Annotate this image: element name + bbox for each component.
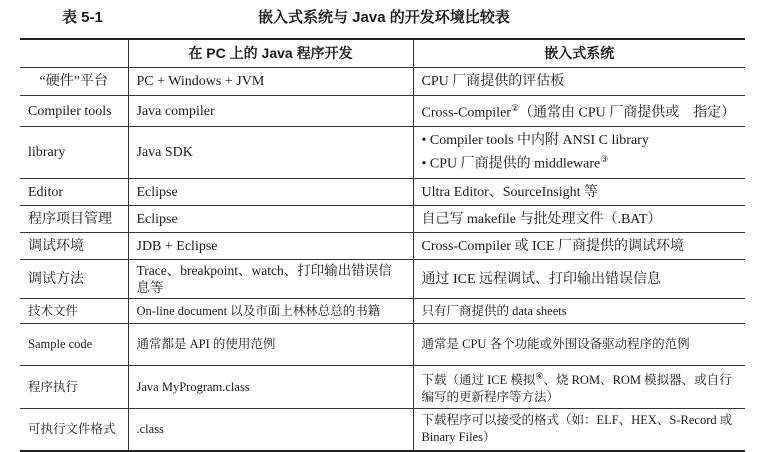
table-title: 嵌入式系统与 Java 的开发环境比较表 [258, 9, 510, 26]
table-number: 表 5-1 [62, 9, 103, 26]
cell-text-tail: 、烧 ROM、ROM 模拟器、或自行编写的更新程序等方法） [421, 373, 732, 405]
header-java: 在 PC 上的 Java 程序开发 [128, 39, 413, 68]
table-caption [0, 4, 765, 30]
cell-embedded: Ultra Editor、SourceInsight 等 [413, 179, 745, 206]
row-label: 程序执行 [20, 366, 128, 409]
table-row [20, 260, 745, 299]
table-row [20, 366, 745, 409]
comparison-table [20, 38, 745, 452]
cell-java: On-line document 以及市面上林林总总的书籍 [128, 299, 413, 324]
cell-java: JDB + Eclipse [128, 233, 413, 260]
cell-embedded: 通常是 CPU 各个功能或外围设备驱动程序的范例 [413, 324, 745, 366]
cell-embedded: 通过 ICE 远程调试、打印输出错误信息 [413, 260, 745, 299]
footnote-mark: ④ [535, 371, 544, 381]
cell-embedded: CPU 厂商提供的评估板 [413, 68, 745, 96]
cell-java: Eclipse [128, 179, 413, 206]
cell-java: Java MyProgram.class [128, 366, 413, 409]
header-row [20, 39, 745, 68]
cell-text: Cross-Compiler [421, 105, 511, 121]
row-label: 程序项目管理 [20, 206, 128, 233]
table-row [20, 96, 745, 127]
cell-embedded: Cross-Compiler 或 ICE 厂商提供的调试环境 [413, 233, 745, 260]
table-row [20, 299, 745, 324]
row-label: 调试方法 [20, 260, 128, 299]
row-label: “硬件”平台 [20, 68, 128, 96]
row-label: 可执行文件格式 [20, 409, 128, 451]
cell-embedded [413, 96, 745, 127]
cell-text-tail: （通常由 CPU 厂商提供或 指定） [519, 105, 736, 121]
row-label: Compiler tools [20, 96, 128, 127]
cell-text: 下载（通过 ICE 模拟 [421, 373, 536, 388]
row-label: library [20, 127, 128, 179]
row-label: 调试环境 [20, 233, 128, 260]
cell-java: 通常都是 API 的使用范例 [128, 324, 413, 366]
header-empty [20, 39, 128, 68]
cell-embedded: 只有厂商提供的 data sheets [413, 299, 745, 324]
list-item-text: • CPU 厂商提供的 middleware [421, 156, 601, 172]
row-label: 技术文件 [20, 299, 128, 324]
footnote-mark: ③ [600, 154, 609, 165]
cell-java: Eclipse [128, 206, 413, 233]
cell-embedded: 下载程序可以接受的格式（如：ELF、HEX、S-Record 或 Binary Files） [413, 409, 745, 451]
cell-java: Java SDK [128, 127, 413, 179]
table-row [20, 127, 745, 179]
table-row [20, 409, 745, 451]
table-row [20, 68, 745, 96]
list-item: • Compiler tools 中内附 ANSI C library [421, 133, 649, 149]
header-embedded: 嵌入式系统 [413, 39, 745, 68]
cell-embedded: 自己写 makefile 与批处理文件（.BAT） [413, 206, 745, 233]
cell-embedded [413, 127, 745, 179]
row-label: Editor [20, 179, 128, 206]
table-row [20, 233, 745, 260]
table-row [20, 324, 745, 366]
table-row [20, 179, 745, 206]
cell-java: Trace、breakpoint、watch、打印输出错误信息等 [128, 260, 413, 299]
cell-java: .class [128, 409, 413, 451]
table-row [20, 206, 745, 233]
cell-java: Java compiler [128, 96, 413, 127]
list-item [422, 150, 738, 174]
cell-embedded [413, 366, 745, 409]
row-label: Sample code [20, 324, 128, 366]
footnote-mark: ② [510, 103, 520, 114]
cell-java: PC + Windows + JVM [128, 68, 413, 96]
